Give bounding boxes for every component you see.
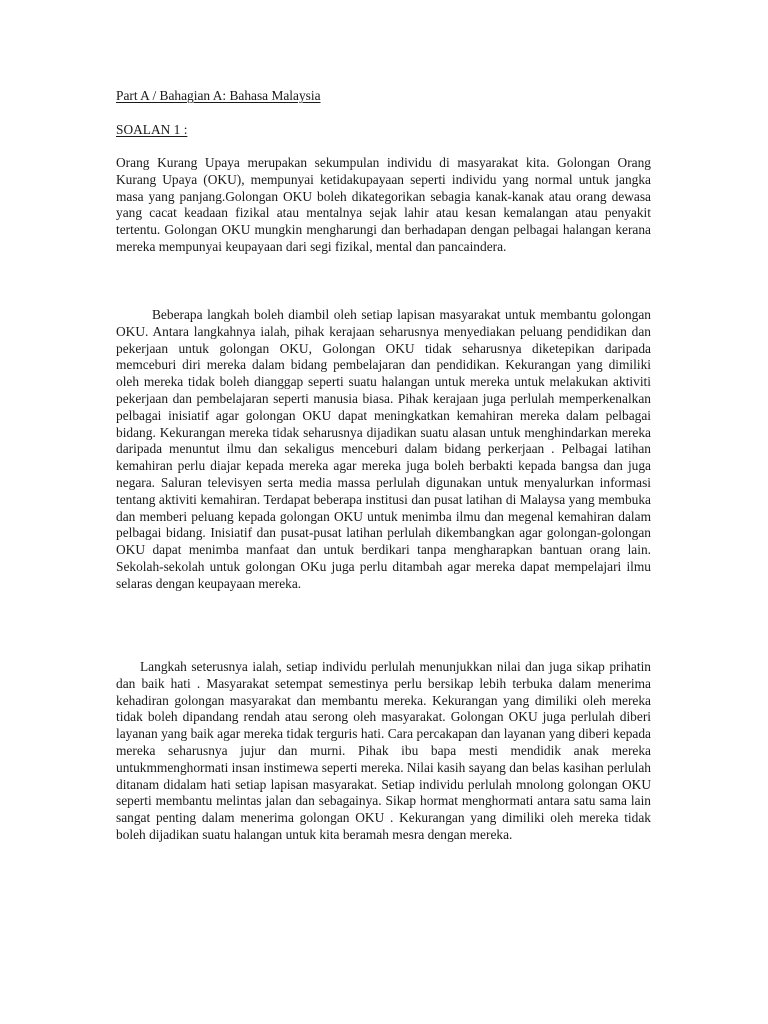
paragraph-individual-steps: Langkah seterusnya ialah, setiap individu perlulah menunjukkan nilai dan juga sikap prihatin dan baik hati . Masyarakat setempat semestinya perlu bersikap lebih terbuka dalam menerima kehadiran golongan masyarakat dan membantu mereka. Kekurangan yang dimiliki oleh mereka tidak boleh dipandang rendah atau serong oleh masyarakat. Golongan OKU juga perlulah diberi layanan yang baik agar mereka tidak terguris hati. Cara percakapan dan layanan yang diberi kepada mereka seharusnya jujur dan murni. Pihak ibu bapa mesti mendidik anak mereka untukmmenghormati insan instimewa seperti mereka. Nilai kasih sayang dan belas kasihan perlulah ditanam didalam hati setiap lapisan masyarakat. Setiap individu perlulah mnolong golongan OKU seperti membantu melintas jalan dan sebagainya. Sikap hormat menghormati antara satu sama lain sangat penting dalam menerima golongan OKU . Kekurangan yang dimiliki oleh mereka tidak boleh dijadikan suatu halangan untuk kita beramah mesra dengan mereka. bbox=[116, 659, 651, 842]
question-label: SOALAN 1 : bbox=[116, 122, 188, 137]
paragraph-introduction: Orang Kurang Upaya merupakan sekumpulan individu di masyarakat kita. Golongan Orang Kurang Upaya (OKU), mempunyai ketidakupayaan seperti individu yang normal untuk jangka masa yang panjang.Golongan OKU boleh dikategorikan sebagia kanak-kanak atau orang dewasa yang cacat keadaan fizikal atau mentalnya sejak lahir atau kesan kemalangan atau penyakit tertentu. Golongan OKU mungkin mengharungi dan berhadapan dengan pelbagai halangan kerana mereka mempunyai keupayaan dari segi fizikal, mental dan pancaindera. bbox=[116, 155, 651, 254]
paragraph-government-steps: Beberapa langkah boleh diambil oleh setiap lapisan masyarakat untuk membantu golongan OKU. Antara langkahnya ialah, pihak kerajaan seharusnya menyediakan peluang pendidikan dan pekerjaan untuk golongan OKU, Golongan OKU tidak seharusnya diketepikan daripada memceburi diri mereka dalam bidang pembelajaran dan pendidikan. Kekurangan yang dimiliki oleh mereka tidak boleh dianggap seperti suatu halangan untuk mereka untuk melakukan aktiviti pekerjaan dan pembelajaran seperti manusia biasa. Pihak kerajaan juga perlulah memperkenalkan pelbagai inisiatif agar golongan OKU dapat meningkatkan kemahiran mereka dalam pelbagai bidang. Kekurangan mereka tidak seharusnya dijadikan suatu alasan untuk menghindarkan mereka daripada menuntut ilmu dan sekaligus menceburi dalam bidang perkerjaan . Pelbagai latihan kemahiran perlu diajar kepada mereka agar mereka juga boleh berbakti kepada bangsa dan juga negara. Saluran televisyen serta media massa perlulah digunakan untuk menyalurkan informasi tentang aktiviti kemahiran. Terdapat beberapa institusi dan pusat latihan di Malaysa yang membuka dan memberi peluang kepada golongan OKU untuk menimba ilmu dan megenal kemahiran dalam pelbagai bidang. Inisiatif dan pusat-pusat latihan perlulah dikembangkan agar golongan-golongan OKU dapat menimba manfaat dan untuk berdikari tanpa mengharapkan bantuan orang lain. Sekolah-sekolah untuk golongan OKu juga perlu ditambah agar mereka dapat mempelajari ilmu selaras dengan keupayaan mereka. bbox=[116, 307, 651, 591]
part-heading: Part A / Bahagian A: Bahasa Malaysia bbox=[116, 88, 321, 103]
